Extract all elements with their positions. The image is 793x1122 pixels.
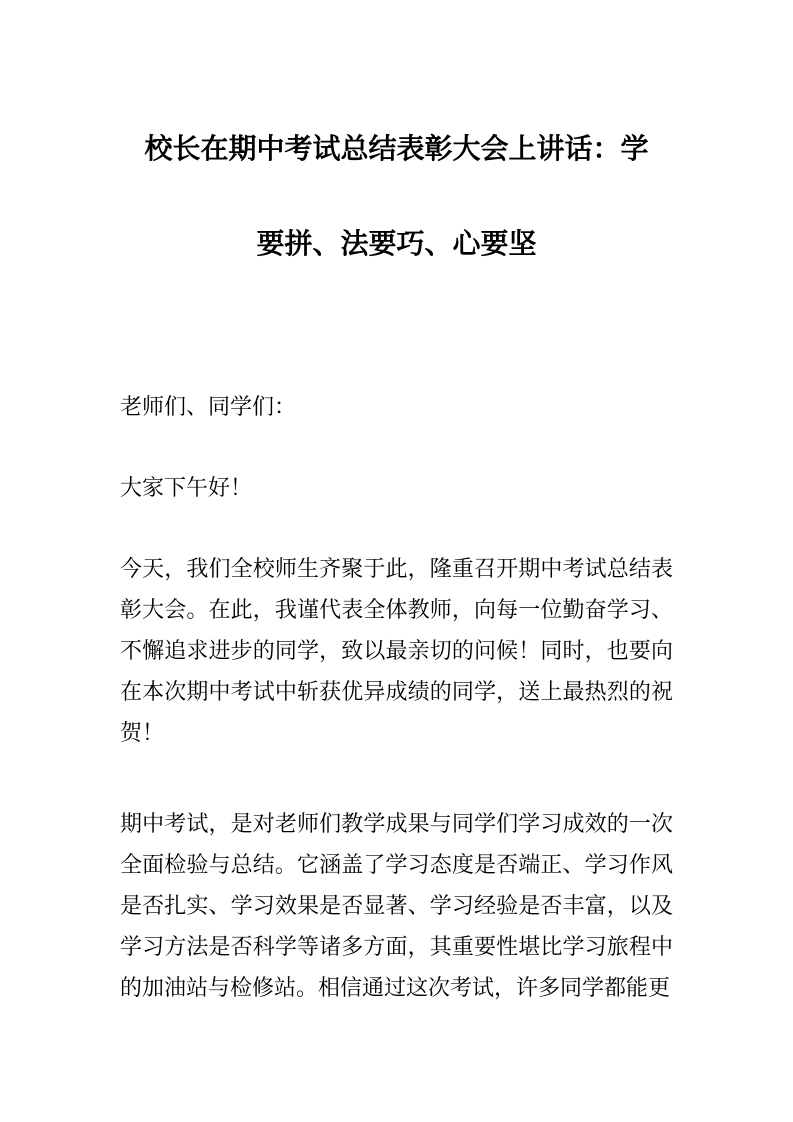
paragraph-opening: 今天，我们全校师生齐聚于此，隆重召开期中考试总结表彰大会。在此，我谨代表全体教师，向每一位勤奋学习、不懈追求进步的同学，致以最亲切的问候！同时，也要向在本次期中考试中斩获优异成绩的同学，送上最热烈的祝贺！ bbox=[120, 557, 673, 746]
paragraph-greeting: 大家下午好！ bbox=[120, 476, 253, 501]
document-content bbox=[120, 0, 673, 1009]
document-title-line-1: 校长在期中考试总结表彰大会上讲话：学 bbox=[144, 132, 649, 165]
document-title bbox=[120, 0, 673, 291]
document-title-line-2: 要拼、法要巧、心要坚 bbox=[256, 227, 537, 260]
paragraph-salutation: 老师们、同学们： bbox=[120, 395, 297, 420]
paragraph-exam-significance: 期中考试，是对老师们教学成果与同学们学习成效的一次全面检验与总结。它涵盖了学习态度是否端正、学习作风是否扎实、学习效果是否显著、学习经验是否丰富，以及学习方法是否科学等诸多方面，其重要性堪比学习旅程中的加油站与检修站。相信通过这次考试，许多同学都能更 bbox=[120, 812, 673, 1001]
